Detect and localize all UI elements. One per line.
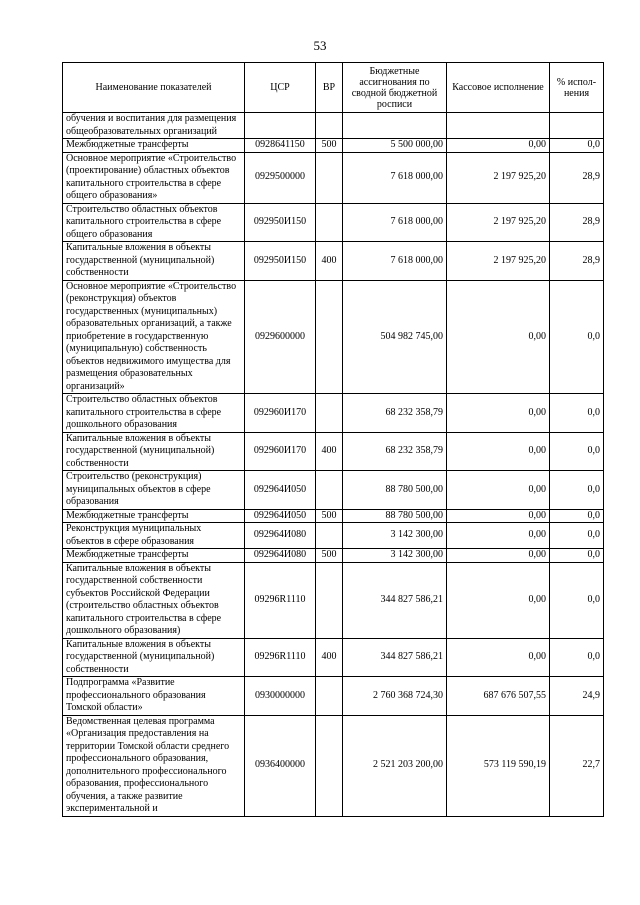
- table-row: [63, 509, 604, 523]
- row-execution: 0,00: [447, 549, 550, 563]
- row-vr: [316, 715, 343, 816]
- row-vr: 400: [316, 638, 343, 677]
- row-percent: 0,0: [550, 280, 604, 394]
- row-name: Строительство (реконструкция) муниципальных объектов в сфере образования: [63, 471, 245, 510]
- row-name: Строительство областных объектов капитального строительства в сфере дошкольного образования: [63, 394, 245, 433]
- row-percent: 0,0: [550, 432, 604, 471]
- row-budget: 88 780 500,00: [343, 471, 447, 510]
- row-percent: 0,0: [550, 638, 604, 677]
- row-vr: [316, 394, 343, 433]
- row-budget: 5 500 000,00: [343, 139, 447, 153]
- table-row: [63, 139, 604, 153]
- row-percent: 0,0: [550, 471, 604, 510]
- row-csr: 092964И080: [245, 549, 316, 563]
- row-percent: 0,0: [550, 549, 604, 563]
- table-header-row: [63, 63, 604, 113]
- row-execution: 2 197 925,20: [447, 152, 550, 203]
- row-budget: 2 760 368 724,30: [343, 677, 447, 716]
- row-csr: 0928641150: [245, 139, 316, 153]
- table-row: [63, 715, 604, 816]
- row-name: Капитальные вложения в объекты государственной (муниципальной) собственности: [63, 242, 245, 281]
- table-row: [63, 394, 604, 433]
- header-budget: Бюджетные ассигнования по сводной бюджетной росписи: [343, 63, 447, 113]
- row-budget: 3 142 300,00: [343, 523, 447, 549]
- row-percent: 28,9: [550, 203, 604, 242]
- row-budget: 68 232 358,79: [343, 394, 447, 433]
- table-row: [63, 242, 604, 281]
- row-percent: 24,9: [550, 677, 604, 716]
- row-csr: 092950И150: [245, 242, 316, 281]
- row-name: Капитальные вложения в объекты государственной (муниципальной) собственности: [63, 432, 245, 471]
- row-name: Межбюджетные трансферты: [63, 139, 245, 153]
- row-execution: 0,00: [447, 638, 550, 677]
- row-name: Капитальные вложения в объекты государственной (муниципальной) собственности: [63, 638, 245, 677]
- row-execution: 0,00: [447, 562, 550, 638]
- row-vr: [316, 203, 343, 242]
- row-execution: 0,00: [447, 394, 550, 433]
- row-budget: 7 618 000,00: [343, 152, 447, 203]
- row-budget: 344 827 586,21: [343, 638, 447, 677]
- row-vr: [316, 280, 343, 394]
- table-row: [63, 432, 604, 471]
- row-name: Межбюджетные трансферты: [63, 549, 245, 563]
- row-percent: 22,7: [550, 715, 604, 816]
- row-budget: 68 232 358,79: [343, 432, 447, 471]
- row-name: обучения и воспитания для размещения общеобразовательных организаций: [63, 113, 245, 139]
- row-csr: 092960И170: [245, 432, 316, 471]
- table-row: [63, 471, 604, 510]
- table-row: [63, 562, 604, 638]
- row-csr: 092964И050: [245, 471, 316, 510]
- row-csr: [245, 113, 316, 139]
- table-row: [63, 280, 604, 394]
- row-budget: 88 780 500,00: [343, 509, 447, 523]
- row-percent: 28,9: [550, 242, 604, 281]
- row-budget: 504 982 745,00: [343, 280, 447, 394]
- row-csr: 092964И080: [245, 523, 316, 549]
- row-budget: 2 521 203 200,00: [343, 715, 447, 816]
- row-csr: 09296R1110: [245, 638, 316, 677]
- row-vr: 500: [316, 549, 343, 563]
- row-vr: [316, 152, 343, 203]
- row-csr: 09296R1110: [245, 562, 316, 638]
- row-execution: 0,00: [447, 280, 550, 394]
- row-execution: [447, 113, 550, 139]
- table-row: [63, 203, 604, 242]
- budget-execution-table: [62, 62, 604, 817]
- header-vr: ВР: [316, 63, 343, 113]
- row-budget: 344 827 586,21: [343, 562, 447, 638]
- row-execution: 0,00: [447, 523, 550, 549]
- row-budget: [343, 113, 447, 139]
- row-execution: 687 676 507,55: [447, 677, 550, 716]
- row-percent: 28,9: [550, 152, 604, 203]
- row-vr: [316, 523, 343, 549]
- row-execution: 2 197 925,20: [447, 203, 550, 242]
- row-percent: 0,0: [550, 509, 604, 523]
- row-name: Капитальные вложения в объекты государственной собственности субъектов Российской Федерации (строительство областных объектов капитального строительства в сфере дошкольного образования): [63, 562, 245, 638]
- row-csr: 0929500000: [245, 152, 316, 203]
- row-execution: 0,00: [447, 139, 550, 153]
- row-csr: 092950И150: [245, 203, 316, 242]
- row-csr: 0930000000: [245, 677, 316, 716]
- row-percent: 0,0: [550, 562, 604, 638]
- row-name: Ведомственная целевая программа «Организация предоставления на территории Томской области среднего профессионального образования, дополнительного профессионального образования, профессионального обучения, а также развитие экспериментальной и: [63, 715, 245, 816]
- row-vr: [316, 562, 343, 638]
- row-name: Основное мероприятие «Строительство (реконструкция) объектов государственных (муниципальных) образовательных организаций, а также приобретение в государственную (муниципальную) собственность объектов недвижимого имущества для размещения образовательных организаций»: [63, 280, 245, 394]
- page-number: 53: [313, 38, 327, 53]
- row-vr: [316, 113, 343, 139]
- row-execution: 573 119 590,19: [447, 715, 550, 816]
- row-name: Подпрограмма «Развитие профессионального образования Томской области»: [63, 677, 245, 716]
- row-vr: 500: [316, 139, 343, 153]
- table-row: [63, 638, 604, 677]
- table-row: [63, 152, 604, 203]
- row-name: Межбюджетные трансферты: [63, 509, 245, 523]
- header-percent: % испол-нения: [550, 63, 604, 113]
- header-csr: ЦСР: [245, 63, 316, 113]
- row-percent: 0,0: [550, 394, 604, 433]
- header-execution: Кассовое исполнение: [447, 63, 550, 113]
- row-budget: 7 618 000,00: [343, 242, 447, 281]
- row-csr: 0936400000: [245, 715, 316, 816]
- table-row: [63, 113, 604, 139]
- row-vr: [316, 677, 343, 716]
- row-name: Реконструкция муниципальных объектов в сфере образования: [63, 523, 245, 549]
- row-csr: 0929600000: [245, 280, 316, 394]
- row-budget: 3 142 300,00: [343, 549, 447, 563]
- row-csr: 092960И170: [245, 394, 316, 433]
- row-percent: [550, 113, 604, 139]
- table-row: [63, 549, 604, 563]
- row-vr: 400: [316, 432, 343, 471]
- row-execution: 0,00: [447, 509, 550, 523]
- row-percent: 0,0: [550, 523, 604, 549]
- row-vr: 500: [316, 509, 343, 523]
- row-execution: 2 197 925,20: [447, 242, 550, 281]
- row-vr: 400: [316, 242, 343, 281]
- row-budget: 7 618 000,00: [343, 203, 447, 242]
- table-row: [63, 523, 604, 549]
- table-row: [63, 677, 604, 716]
- row-execution: 0,00: [447, 432, 550, 471]
- row-csr: 092964И050: [245, 509, 316, 523]
- header-name: Наименование показателей: [63, 63, 245, 113]
- row-vr: [316, 471, 343, 510]
- row-execution: 0,00: [447, 471, 550, 510]
- row-name: Основное мероприятие «Строительство (проектирование) областных объектов капитального строительства в сфере общего образования»: [63, 152, 245, 203]
- row-percent: 0,0: [550, 139, 604, 153]
- row-name: Строительство областных объектов капитального строительства в сфере общего образования: [63, 203, 245, 242]
